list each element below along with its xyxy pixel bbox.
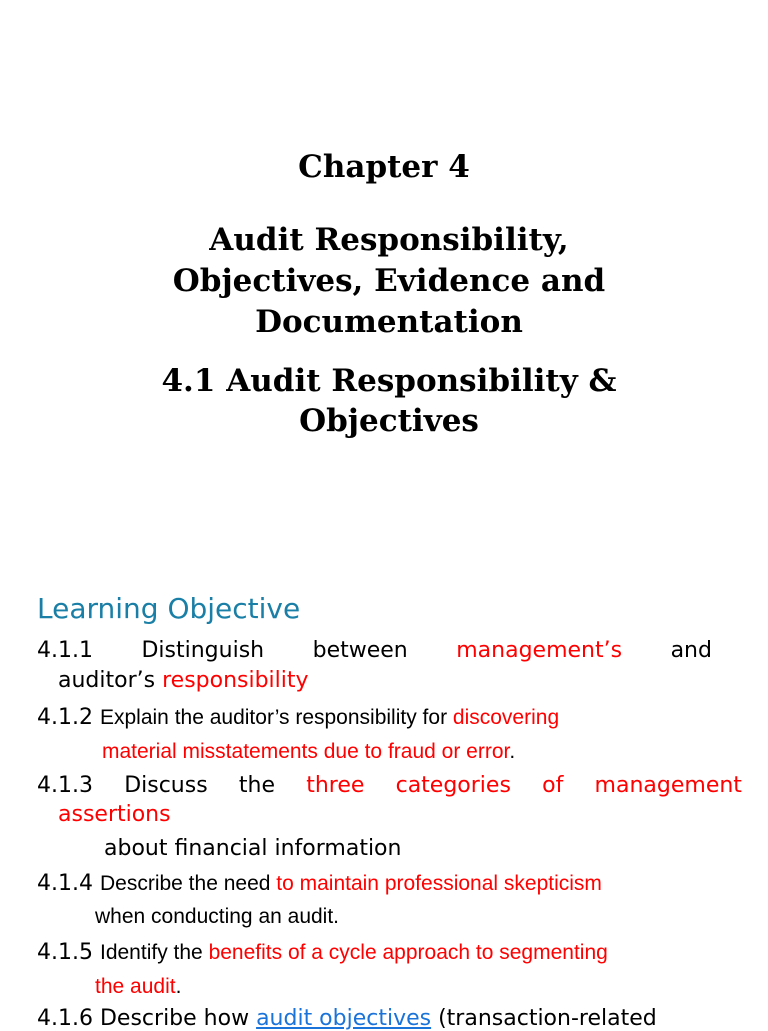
objective-word: Distinguish <box>141 638 265 663</box>
objective-highlight: categories <box>395 773 511 798</box>
subtitle-line: Documentation <box>255 304 523 340</box>
objective-text: Identify the <box>99 941 209 964</box>
objective-word: the <box>238 773 275 798</box>
objective-4-1-5-line1 <box>37 940 608 965</box>
objective-highlight: to maintain professional skepticism <box>276 872 602 895</box>
objective-4-1-6-line1 <box>37 1006 657 1031</box>
objective-word: and <box>670 638 712 663</box>
objective-word: between <box>312 638 408 663</box>
learning-objective-heading: Learning Objective <box>37 592 301 625</box>
objective-4-1-1-line2 <box>58 668 309 693</box>
objective-4-1-5-line2 <box>95 975 181 999</box>
objective-text: . <box>175 975 182 998</box>
objective-highlight: management’s <box>456 638 623 663</box>
objective-word: Discuss <box>124 773 208 798</box>
objective-4-1-2-line1 <box>37 705 559 730</box>
objective-number: 4.1.3 <box>37 773 93 798</box>
objective-4-1-2-line2 <box>102 740 515 764</box>
chapter-title: Chapter 4 <box>298 149 470 185</box>
objective-highlight: three <box>306 773 365 798</box>
objective-highlight: the audit <box>95 975 176 998</box>
objective-number: 4.1.6 <box>37 1006 100 1031</box>
objective-4-1-4-line2: when conducting an audit. <box>95 905 340 928</box>
section-title-line: 4.1 Audit Responsibility & <box>161 363 617 399</box>
objective-number: 4.1.4 <box>37 871 100 896</box>
objective-text: Describe how <box>99 1006 257 1031</box>
objective-highlight: material misstatements due to fraud or error <box>102 740 510 763</box>
objective-4-1-3-line2: assertions <box>58 802 171 827</box>
objective-text: (transaction-related <box>431 1006 657 1031</box>
objective-4-1-1-line1 <box>37 638 712 663</box>
objective-highlight: responsibility <box>162 668 309 693</box>
objective-4-1-3-line1 <box>37 773 742 798</box>
objective-text: auditor’s <box>58 668 163 693</box>
objective-number: 4.1.1 <box>37 638 93 663</box>
objective-number: 4.1.2 <box>37 705 100 730</box>
objective-highlight: benefits of a cycle approach to segmenting <box>208 941 608 964</box>
section-title-line: Objectives <box>299 403 479 439</box>
section-title <box>130 361 648 441</box>
objective-number: 4.1.5 <box>37 940 100 965</box>
objective-highlight: management <box>594 773 742 798</box>
objective-text: Describe the need <box>99 872 277 895</box>
objective-highlight: of <box>542 773 564 798</box>
chapter-subtitle <box>100 220 678 343</box>
subtitle-line: Audit Responsibility, <box>209 222 569 258</box>
objective-text: . <box>509 740 516 763</box>
objective-text: Explain the auditor’s responsibility for <box>99 706 453 729</box>
subtitle-line: Objectives, Evidence and <box>172 263 606 299</box>
objective-4-1-4-line1 <box>37 871 602 896</box>
objective-4-1-3-line3: about financial information <box>104 836 402 861</box>
objective-highlight: audit objectives <box>256 1006 432 1031</box>
objective-highlight: discovering <box>452 706 560 729</box>
